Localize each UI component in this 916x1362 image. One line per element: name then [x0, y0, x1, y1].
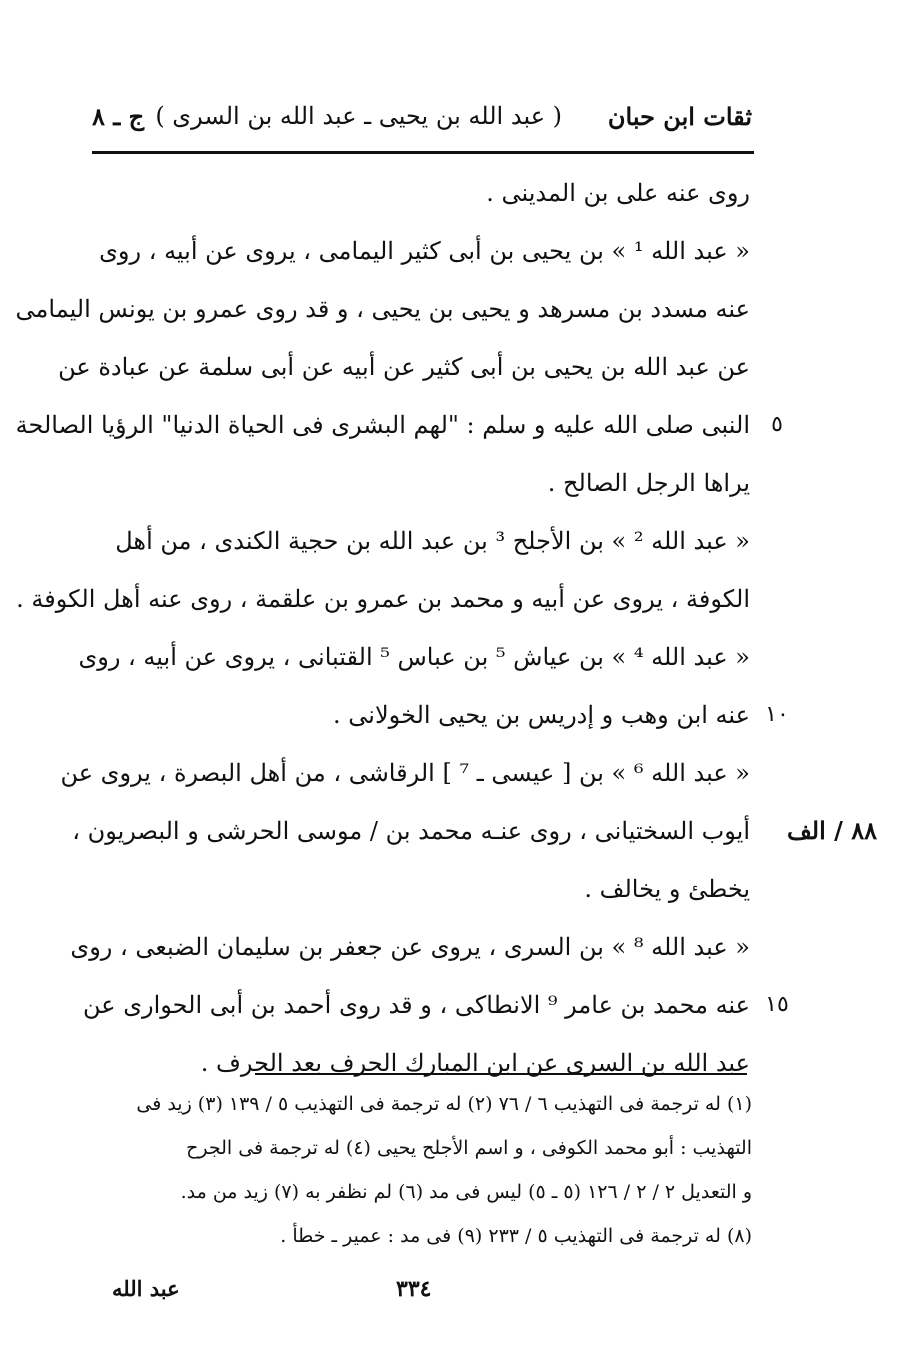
page-number: ٣٣٤	[396, 1276, 432, 1302]
footnote-rule	[255, 1073, 747, 1075]
footnote-line: التهذيب : أبو محمد الكوفى ، و اسم الأجلح يحيى (٤) له ترجمة فى الجرح	[186, 1137, 752, 1159]
text-line: الكوفة ، يروى عن أبيه و محمد بن عمرو بن علقمة ، روى عنه أهل الكوفة .	[16, 585, 750, 613]
text-line: عنه مسدد بن مسرهد و يحيى بن يحيى ، و قد روى عمرو بن يونس اليمامى	[15, 295, 750, 323]
catchword: عبد الله	[112, 1276, 180, 1301]
text-line: النبى صلى الله عليه و سلم : "لهم البشرى فى الحياة الدنيا" الرؤيا الصالحة	[15, 411, 750, 439]
text-line: روى عنه على بن المدينى .	[486, 179, 750, 207]
manuscript-folio-note: ٨٨ / الف	[786, 816, 878, 845]
footnote-line: (١) له ترجمة فى التهذيب ٦ / ٧٦ (٢) له ترجمة فى التهذيب ٥ / ١٣٩ (٣) زيد فى	[136, 1093, 752, 1115]
volume-label: ج ـ ٨	[92, 102, 145, 131]
running-header	[92, 100, 752, 150]
text-line: عن عبد الله بن يحيى بن أبى كثير عن أبيه عن أبى سلمة عن عبادة عن	[58, 353, 750, 381]
section-subtitle: ( عبد الله بن يحيى ـ عبد الله بن السرى )	[155, 102, 562, 130]
text-line: « عبد الله ⁶ » بن [ عيسى ـ ⁷ ] الرقاشى ، من أهل البصرة ، يروى عن	[60, 759, 750, 787]
text-line: أيوب السختيانى ، روى عنـه محمد بن / موسى الحرشى و البصريون ،	[72, 817, 750, 845]
text-line: يراها الرجل الصالح .	[547, 469, 750, 497]
text-line: عنه ابن وهب و إدريس بن يحيى الخولانى .	[333, 701, 750, 729]
book-title: ثقات ابن حبان	[607, 102, 752, 131]
text-line: عبد الله بن السرى عن ابن المبارك الحرف بعد الحرف .	[200, 1049, 750, 1077]
header-rule	[92, 151, 754, 154]
line-number: ٥	[771, 412, 783, 437]
footnote-line: و التعديل ٢ / ٢ / ١٢٦ (٥ ـ ٥) ليس فى مد (٦) لم نظفر به (٧) زيد من مد.	[180, 1181, 752, 1203]
text-line: « عبد الله ⁸ » بن السرى ، يروى عن جعفر بن سليمان الضبعى ، روى	[70, 933, 750, 961]
footnote-line: (٨) له ترجمة فى التهذيب ٥ / ٢٣٣ (٩) فى مد : عمير ـ خطأ .	[280, 1225, 752, 1247]
text-line: « عبد الله ² » بن الأجلح ³ بن عبد الله بن حجية الكندى ، من أهل	[115, 527, 750, 555]
text-line: « عبد الله ¹ » بن يحيى بن أبى كثير اليمامى ، يروى عن أبيه ، روى	[99, 237, 750, 265]
text-line: يخطئ و يخالف .	[584, 875, 750, 903]
line-number: ١٥	[765, 992, 789, 1017]
text-line: « عبد الله ⁴ » بن عياش ⁵ بن عباس ⁵ القتبانى ، يروى عن أبيه ، روى	[78, 643, 750, 671]
text-line: عنه محمد بن عامر ⁹ الانطاكى ، و قد روى أحمد بن أبى الحوارى عن	[83, 991, 750, 1019]
line-number: ١٠	[765, 702, 789, 727]
